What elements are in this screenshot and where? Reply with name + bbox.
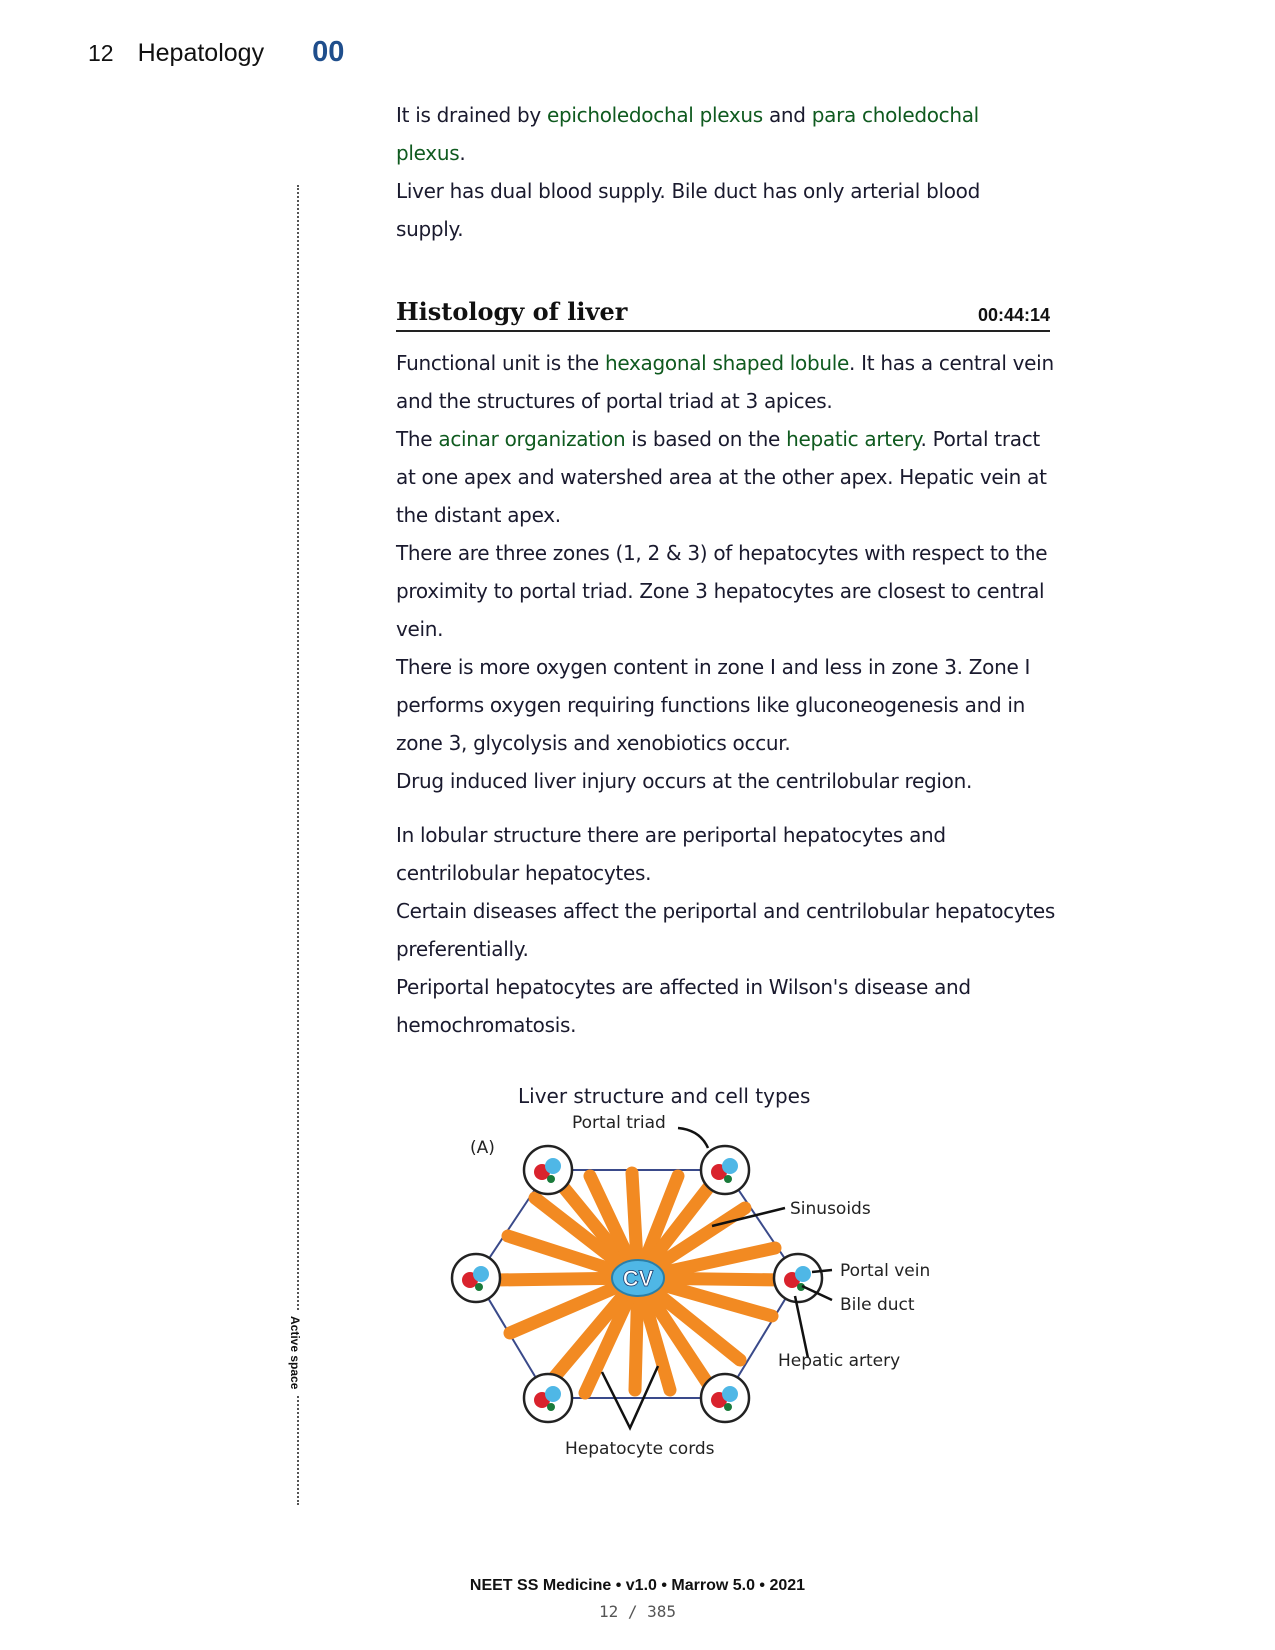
hepatic-artery-label: Hepatic artery — [778, 1351, 901, 1371]
highlight-text: hepatic artery — [786, 427, 921, 451]
portal-triad-label: Portal triad — [572, 1113, 666, 1133]
margin-divider — [297, 185, 299, 1505]
page-indicator: 12 / 385 — [598, 1602, 677, 1621]
paragraph: In lobular structure there are periportal hepatocytes and centrilobular hepatocytes. — [396, 823, 946, 885]
video-timestamp[interactable]: 00:44:14 — [977, 305, 1050, 325]
section-title: Histology of liver — [396, 297, 628, 326]
panel-label: (A) — [470, 1138, 495, 1158]
text-span: is based on the — [625, 427, 787, 451]
paragraph: Liver has dual blood supply. Bile duct has only arterial blood supply. — [396, 179, 981, 241]
portal-triad — [701, 1146, 749, 1194]
page-number: 12 — [88, 40, 114, 66]
text-span: Functional unit is the — [396, 351, 605, 375]
paragraph: There is more oxygen content in zone I and less in zone 3. Zone I performs oxygen requiring functions like gluconeogenesis and in zone 3, glycolysis and xenobiotics occur. — [396, 655, 1031, 755]
active-space-label: Active space — [288, 1310, 302, 1395]
chapter-code: 00 — [312, 36, 345, 68]
text-span: . — [459, 141, 466, 165]
portal-triad — [701, 1374, 749, 1422]
section-body — [396, 344, 1056, 1044]
text-span: It is drained by — [396, 103, 547, 127]
text-span: and — [762, 103, 812, 127]
portal-vein-label: Portal vein — [840, 1261, 931, 1281]
sinusoids-label: Sinusoids — [790, 1199, 871, 1219]
liver-lobule-diagram — [440, 1113, 1000, 1538]
page-header — [88, 36, 344, 76]
central-vein-label: CV — [622, 1266, 654, 1291]
text-span: . It has a central vein and the structures of portal triad at 3 apices. — [396, 351, 1054, 413]
paragraph: Drug induced liver injury occurs at the centrilobular region. — [396, 769, 973, 793]
paragraph — [396, 344, 1056, 420]
portal-triad — [524, 1146, 572, 1194]
text-span: The — [396, 427, 439, 451]
highlight-text: epicholedochal plexus — [546, 103, 763, 127]
text-span: . Portal tract at one apex and watershed area at the other apex. Hepatic vein at the distant apex. — [396, 427, 1047, 527]
highlight-text: acinar organization — [438, 427, 626, 451]
section-name: Hepatology — [137, 39, 265, 67]
paragraph: Certain diseases affect the periportal and centrilobular hepatocytes preferentially. — [396, 899, 1056, 961]
paragraph — [396, 96, 1050, 172]
footer-text: NEET SS Medicine • v1.0 • Marrow 5.0 • 2021 — [469, 1577, 806, 1594]
figure-title: Liver structure and cell types — [518, 1084, 811, 1108]
paragraph: Periportal hepatocytes are affected in Wilson's disease and hemochromatosis. — [396, 975, 971, 1037]
portal-triad — [452, 1254, 500, 1302]
paragraph — [396, 420, 1056, 534]
highlight-text: hexagonal shaped lobule — [604, 351, 849, 375]
paragraph: There are three zones (1, 2 & 3) of hepatocytes with respect to the proximity to portal triad. Zone 3 hepatocytes are closest to central vein. — [396, 541, 1048, 641]
section-heading — [396, 286, 1050, 332]
highlight-text: para choledochal plexus — [396, 103, 979, 165]
bile-duct-label: Bile duct — [840, 1295, 915, 1315]
portal-triad — [524, 1374, 572, 1422]
portal-triad — [774, 1254, 822, 1302]
intro-text — [396, 96, 1050, 248]
hepatocyte-cords-label: Hepatocyte cords — [565, 1439, 715, 1459]
